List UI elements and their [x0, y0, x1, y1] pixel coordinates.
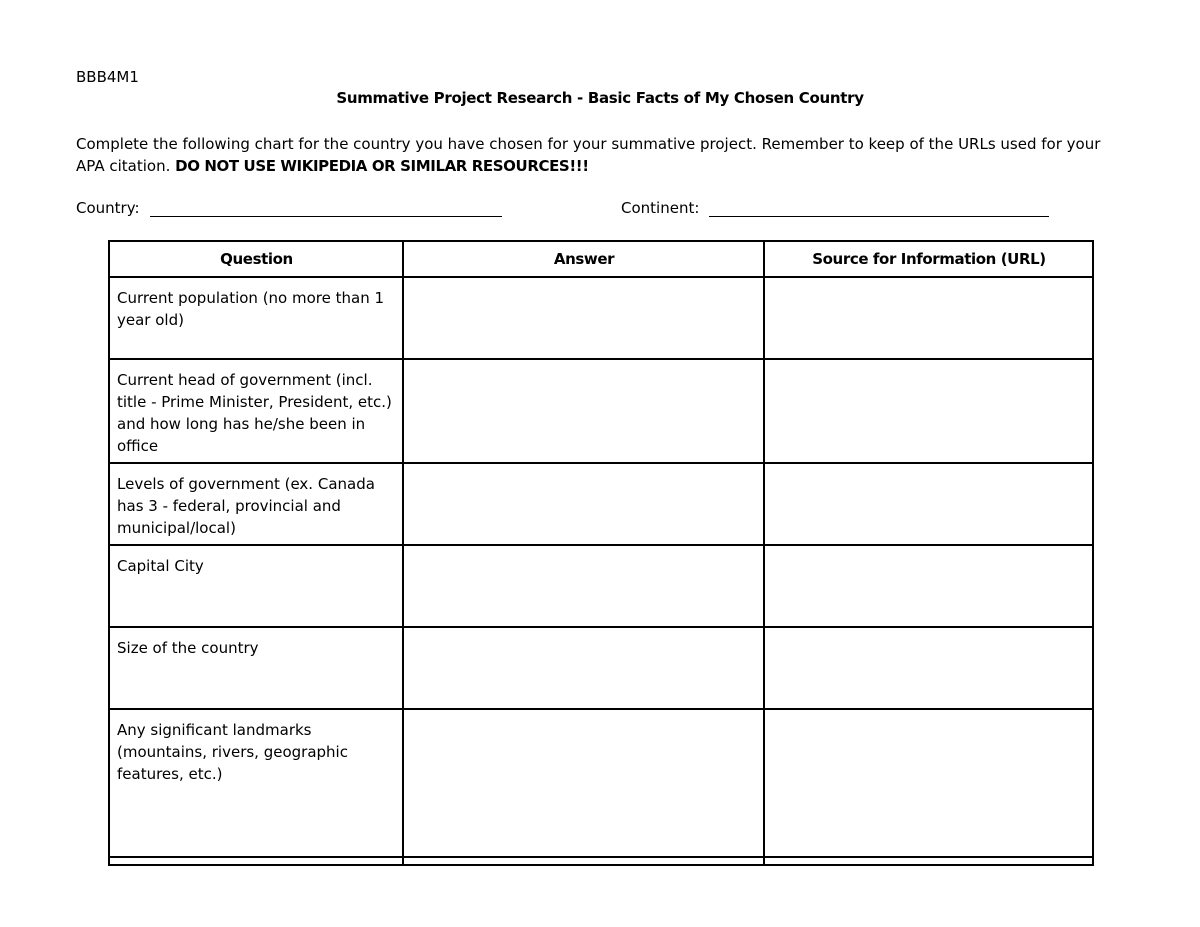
page-title: Summative Project Research - Basic Facts of My Chosen Country: [336, 89, 864, 107]
source-cell[interactable]: [764, 277, 1093, 359]
table-row: [109, 709, 1093, 857]
source-cell[interactable]: [764, 627, 1093, 709]
continent-blank-line[interactable]: [709, 199, 1049, 217]
table-row: [109, 627, 1093, 709]
instructions: [76, 133, 1126, 177]
country-blank-line[interactable]: [150, 199, 502, 217]
question-cell: Size of the country: [109, 627, 403, 709]
question-cell: Current population (no more than 1 year old): [109, 277, 403, 359]
source-cell[interactable]: [764, 545, 1093, 627]
table-row: [109, 857, 1093, 865]
table-header-row: [109, 241, 1093, 277]
source-cell[interactable]: [764, 463, 1093, 545]
continent-label: Continent:: [621, 199, 700, 217]
answer-cell[interactable]: [403, 709, 764, 857]
column-header-answer: Answer: [403, 241, 764, 277]
question-cell: Any significant landmarks (mountains, rivers, geographic features, etc.): [109, 709, 403, 857]
answer-cell[interactable]: [403, 627, 764, 709]
column-header-question: Question: [109, 241, 403, 277]
question-cell: Capital City: [109, 545, 403, 627]
answer-cell[interactable]: [403, 545, 764, 627]
column-header-source: Source for Information (URL): [764, 241, 1093, 277]
answer-cell[interactable]: [403, 463, 764, 545]
course-code: BBB4M1: [76, 68, 139, 86]
country-label: Country:: [76, 199, 140, 217]
instructions-warning: DO NOT USE WIKIPEDIA OR SIMILAR RESOURCES!!!: [175, 157, 589, 175]
research-chart: [108, 240, 1094, 866]
table-row: [109, 359, 1093, 463]
continent-field[interactable]: [621, 199, 1049, 217]
answer-cell[interactable]: [403, 359, 764, 463]
table-row: [109, 463, 1093, 545]
answer-cell[interactable]: [403, 277, 764, 359]
question-cell: [109, 857, 403, 865]
country-field[interactable]: [76, 199, 502, 217]
source-cell[interactable]: [764, 709, 1093, 857]
table-row: [109, 277, 1093, 359]
source-cell[interactable]: [764, 857, 1093, 865]
question-cell: Current head of government (incl. title - Prime Minister, President, etc.) and how long has he/she been in office: [109, 359, 403, 463]
instructions-text: Complete the following chart for the country you have chosen for your summative project. Remember to keep of the URLs used for your APA citation.: [76, 135, 1101, 175]
answer-cell[interactable]: [403, 857, 764, 865]
question-cell: Levels of government (ex. Canada has 3 - federal, provincial and municipal/local): [109, 463, 403, 545]
table-row: [109, 545, 1093, 627]
source-cell[interactable]: [764, 359, 1093, 463]
